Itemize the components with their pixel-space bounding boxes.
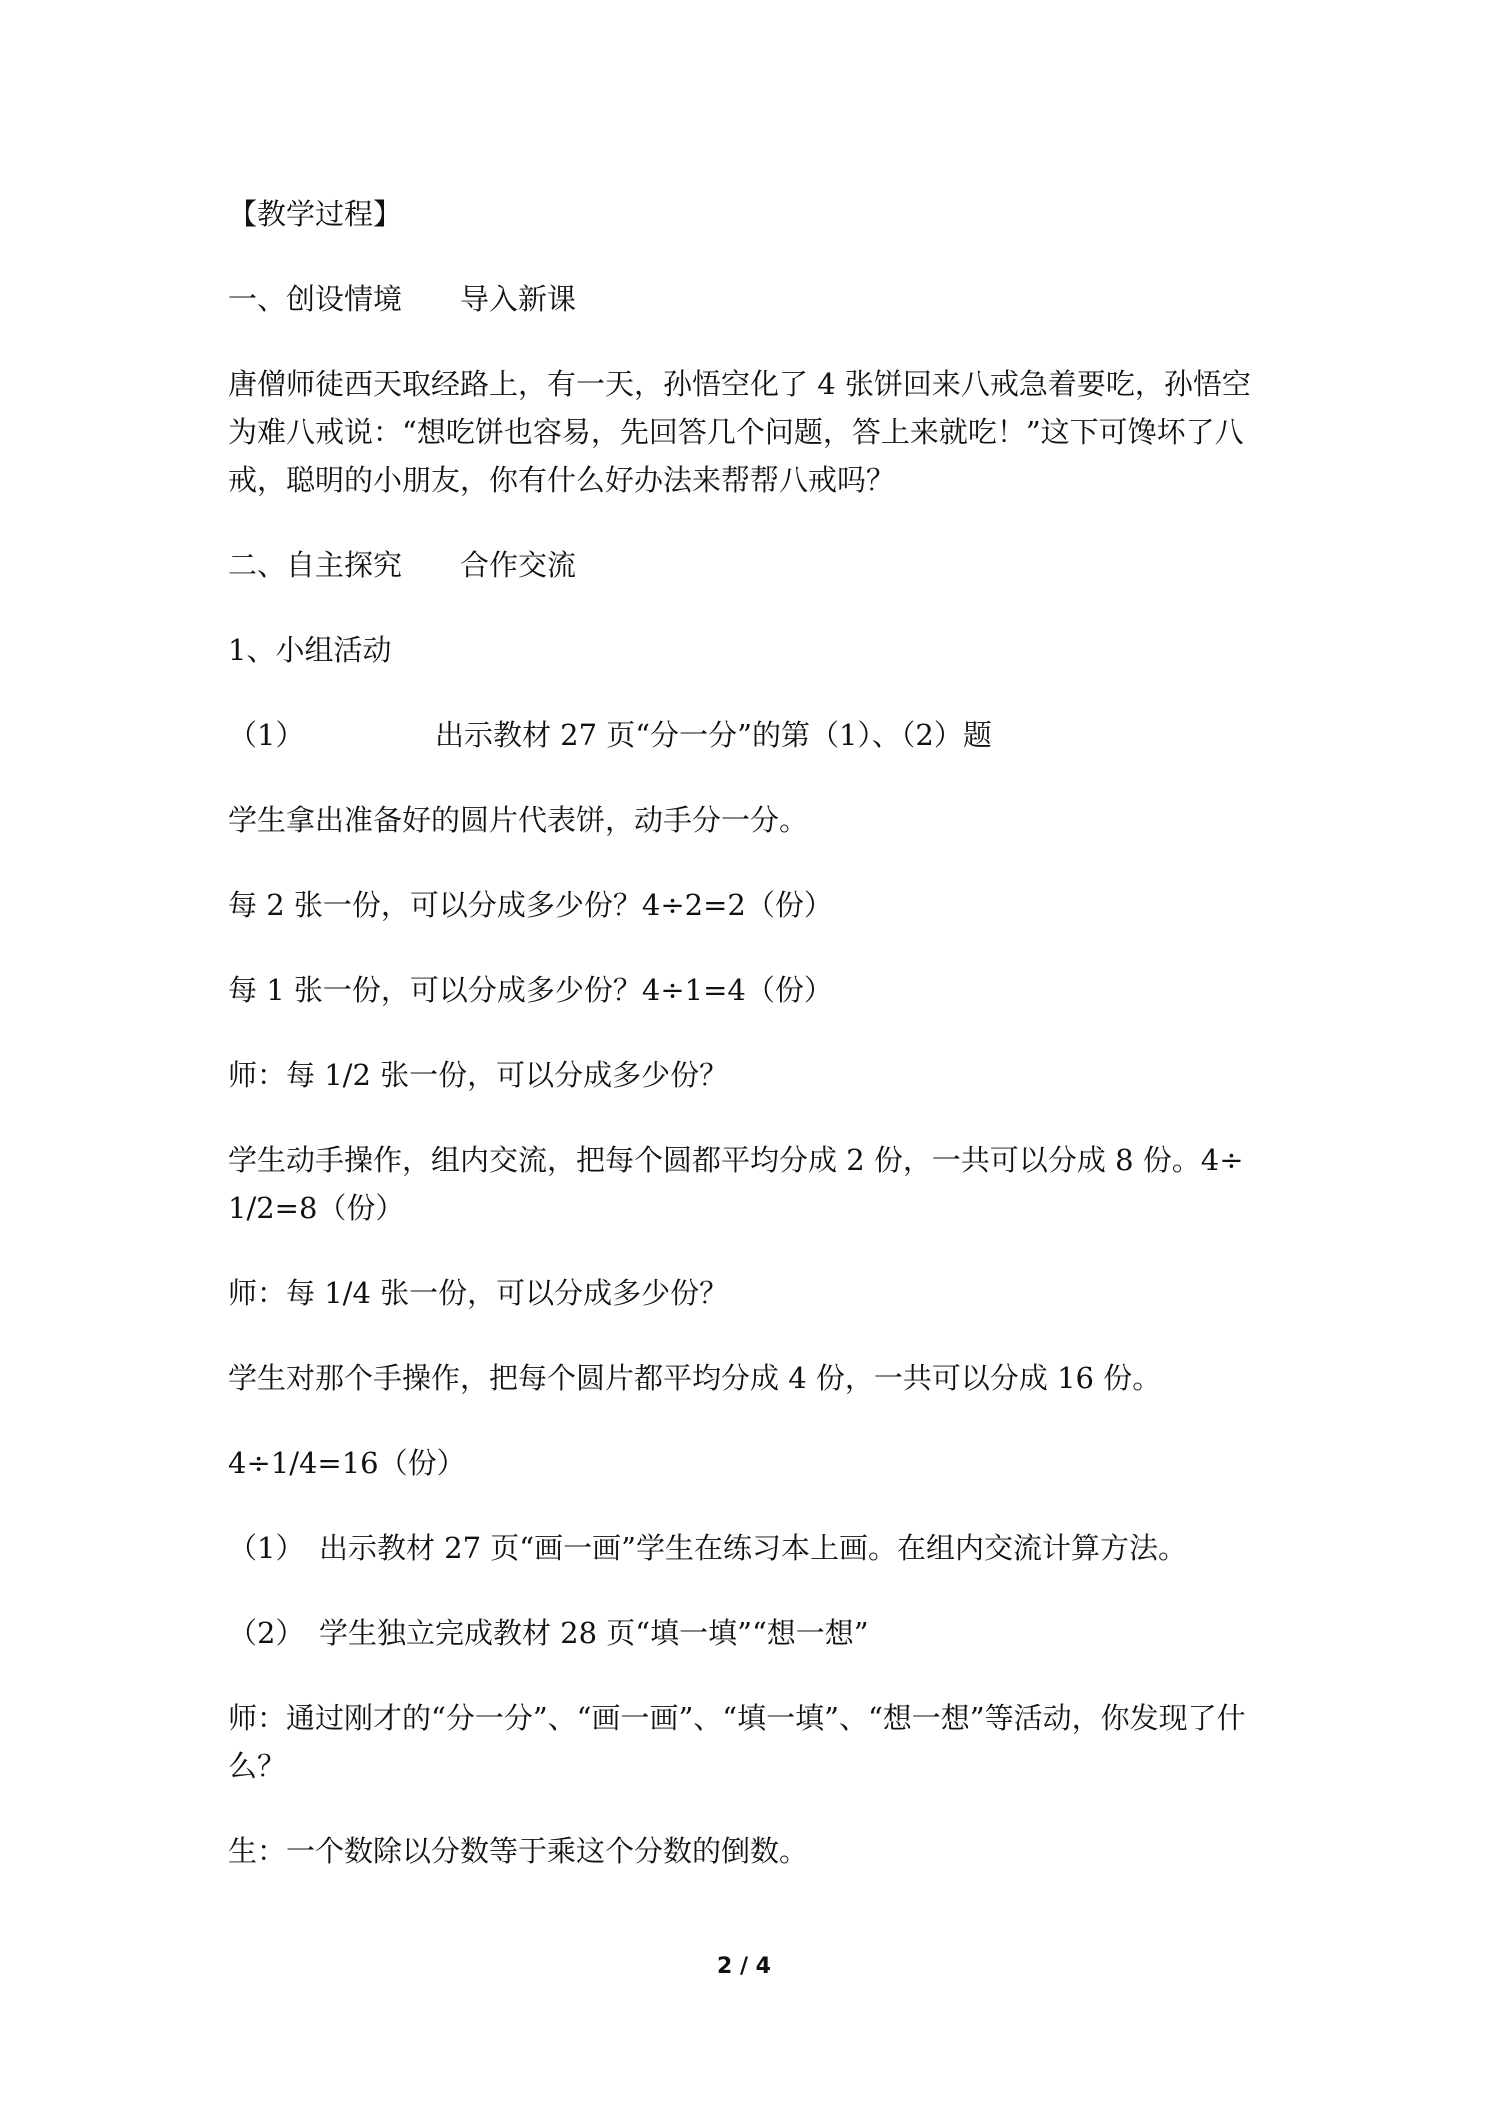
subsection-heading-group-activity: 1、小组活动	[228, 633, 392, 667]
page-number: 2 / 4	[717, 1954, 771, 1979]
text-paragraph: 每 2 张一份，可以分成多少份？4÷2=2（份）	[228, 888, 833, 922]
document-body	[228, 190, 1268, 1912]
section-heading-teaching-process: 【教学过程】	[228, 197, 403, 231]
task-item-draw: （1） 出示教材 27 页“画一画”学生在练习本上画。在组内交流计算方法。	[228, 1531, 1187, 1565]
text-paragraph: 师：通过刚才的“分一分”、“画一画”、“填一填”、“想一想”等活动，你发现了什么？	[228, 1701, 1246, 1783]
text-paragraph: 4÷1/4=16（份）	[228, 1446, 466, 1480]
text-paragraph: 学生对那个手操作，把每个圆片都平均分成 4 份，一共可以分成 16 份。	[228, 1361, 1162, 1395]
task-item-fill: （2） 学生独立完成教材 28 页“填一填”“想一想”	[228, 1616, 869, 1650]
text-paragraph: 学生拿出准备好的圆片代表饼，动手分一分。	[228, 803, 809, 837]
text-paragraph: 师：每 1/4 张一份，可以分成多少份？	[228, 1276, 729, 1310]
task-item-1: （1） 出示教材 27 页“分一分”的第（1）、（2）题	[228, 718, 992, 752]
text-paragraph: 生：一个数除以分数等于乘这个分数的倒数。	[228, 1834, 809, 1868]
text-paragraph: 学生动手操作，组内交流，把每个圆都平均分成 2 份，一共可以分成 8 份。4÷1/2=8（份）	[228, 1143, 1244, 1225]
text-paragraph: 师：每 1/2 张一份，可以分成多少份？	[228, 1058, 729, 1092]
story-paragraph: 唐僧师徒西天取经路上，有一天，孙悟空化了 4 张饼回来八戒急着要吃，孙悟空为难八戒说：“想吃饼也容易，先回答几个问题，答上来就吃！”这下可馋坏了八戒，聪明的小朋友，你有什么好办法来帮帮八戒吗？	[228, 367, 1251, 497]
text-paragraph: 每 1 张一份，可以分成多少份？4÷1=4（份）	[228, 973, 833, 1007]
section-heading-1: 一、创设情境 导入新课	[228, 282, 577, 316]
section-heading-2: 二、自主探究 合作交流	[228, 548, 577, 582]
